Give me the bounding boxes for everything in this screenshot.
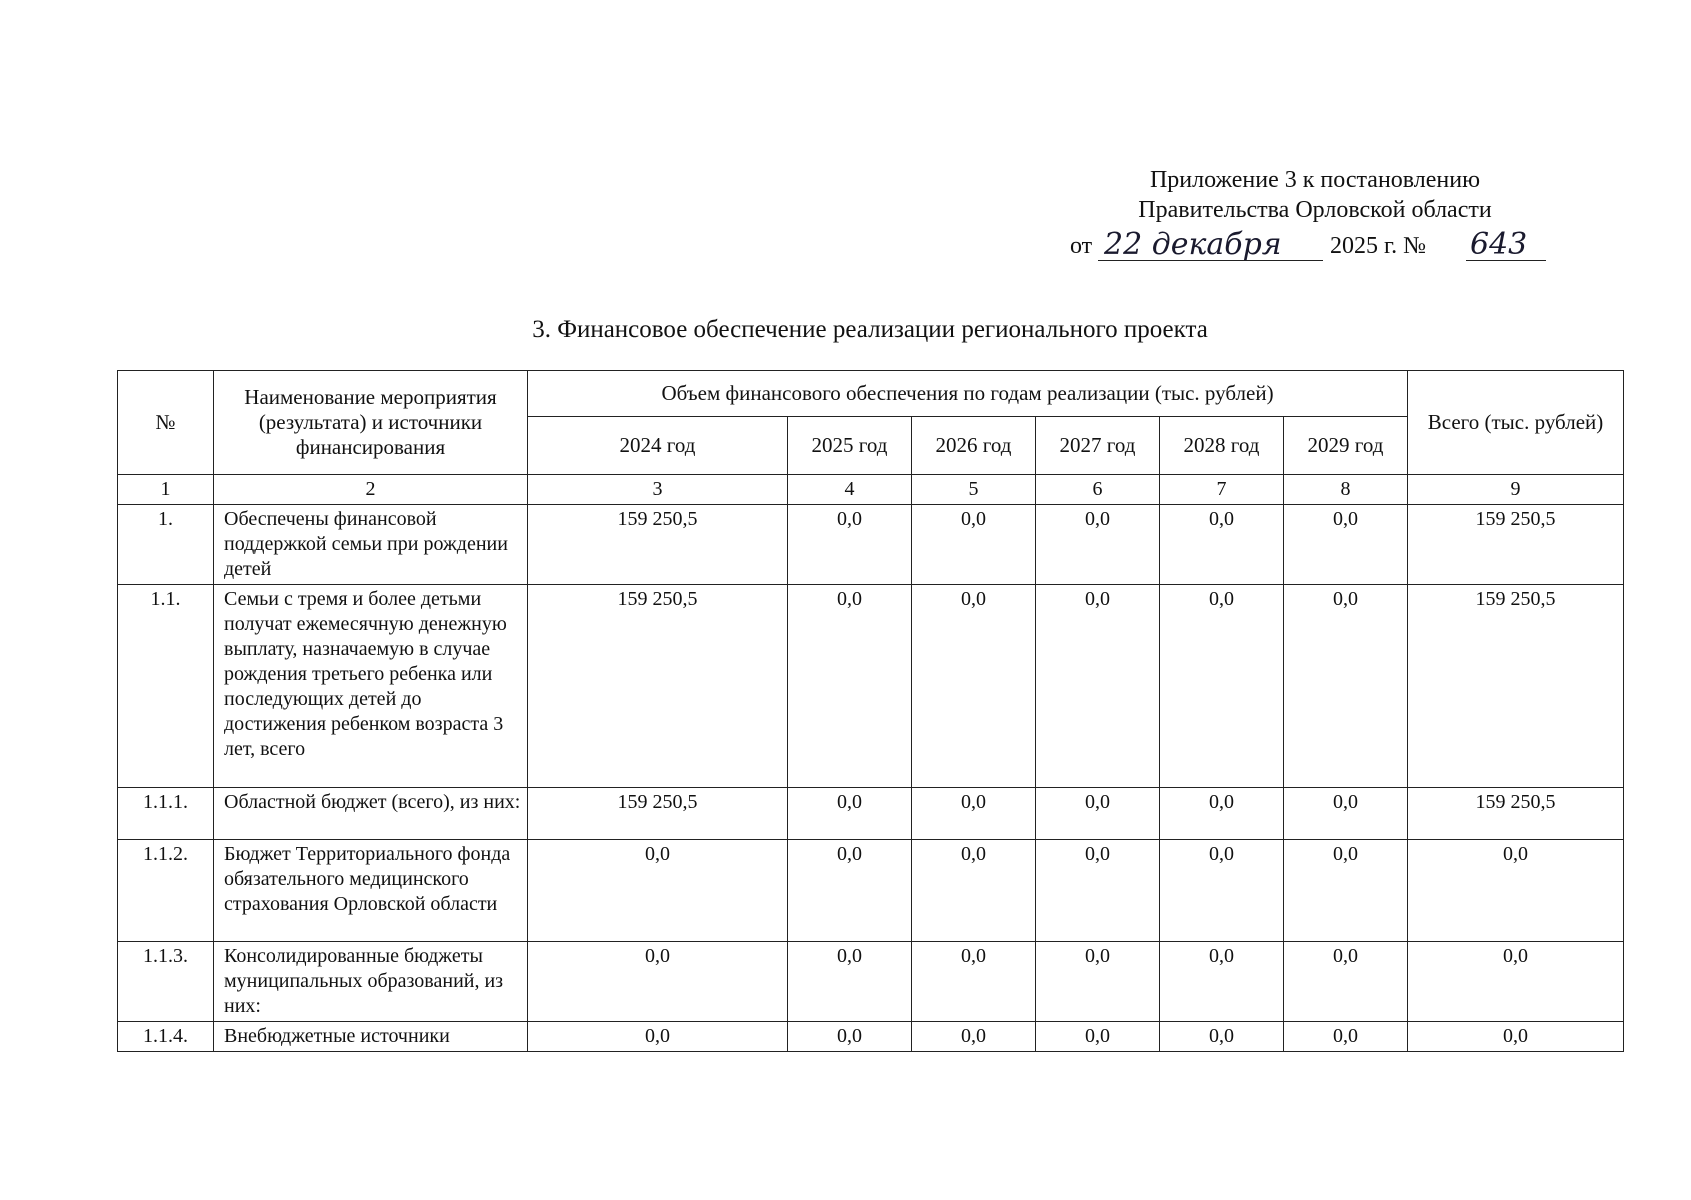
handwritten-number — [1466, 228, 1546, 261]
table-row — [118, 942, 1624, 1022]
table-row — [118, 585, 1624, 788]
value-2026: 0,0 — [912, 585, 1036, 788]
header-name: Наименование мероприятия (результата) и источники финансирования — [214, 371, 528, 475]
value-2029: 0,0 — [1284, 788, 1408, 840]
row-name: Консолидированные бюджеты муниципальных образований, из них: — [214, 942, 528, 1022]
row-number: 1.1.3. — [118, 942, 214, 1022]
value-2026: 0,0 — [912, 505, 1036, 585]
appendix-line-2: Правительства Орловской области — [1138, 197, 1492, 223]
column-index-row — [118, 475, 1624, 505]
value-2024: 159 250,5 — [528, 505, 788, 585]
row-number: 1.1. — [118, 585, 214, 788]
column-index: 9 — [1408, 475, 1624, 505]
header-total: Всего (тыс. рублей) — [1408, 371, 1624, 475]
value-2028: 0,0 — [1160, 788, 1284, 840]
value-total: 0,0 — [1408, 840, 1624, 942]
financing-table — [117, 370, 1624, 1052]
value-2026: 0,0 — [912, 1022, 1036, 1052]
value-total: 0,0 — [1408, 942, 1624, 1022]
row-name: Обеспечены финансовой поддержкой семьи при рождении детей — [214, 505, 528, 585]
value-2024: 0,0 — [528, 942, 788, 1022]
value-total: 159 250,5 — [1408, 788, 1624, 840]
value-2027: 0,0 — [1036, 942, 1160, 1022]
value-2028: 0,0 — [1160, 505, 1284, 585]
value-2029: 0,0 — [1284, 1022, 1408, 1052]
value-2026: 0,0 — [912, 840, 1036, 942]
column-index: 2 — [214, 475, 528, 505]
column-index: 5 — [912, 475, 1036, 505]
header-year-group: Объем финансового обеспечения по годам реализации (тыс. рублей) — [528, 371, 1408, 417]
value-2027: 0,0 — [1036, 505, 1160, 585]
header-year: 2025 год — [788, 417, 912, 475]
table-row — [118, 788, 1624, 840]
column-index: 8 — [1284, 475, 1408, 505]
column-index: 4 — [788, 475, 912, 505]
value-2025: 0,0 — [788, 585, 912, 788]
year-number-label: 2025 г. № — [1330, 233, 1427, 259]
row-name: Бюджет Территориального фонда обязательного медицинского страхования Орловской области — [214, 840, 528, 942]
value-total: 159 250,5 — [1408, 585, 1624, 788]
value-2025: 0,0 — [788, 840, 912, 942]
decree-date-line — [1070, 230, 1550, 270]
value-2027: 0,0 — [1036, 1022, 1160, 1052]
row-number: 1. — [118, 505, 214, 585]
row-name: Областной бюджет (всего), из них: — [214, 788, 528, 840]
value-2025: 0,0 — [788, 942, 912, 1022]
value-2024: 159 250,5 — [528, 788, 788, 840]
appendix-header — [1080, 165, 1550, 225]
value-2029: 0,0 — [1284, 942, 1408, 1022]
value-2025: 0,0 — [788, 505, 912, 585]
value-2024: 0,0 — [528, 840, 788, 942]
header-year: 2024 год — [528, 417, 788, 475]
table-row — [118, 505, 1624, 585]
header-year: 2027 год — [1036, 417, 1160, 475]
column-index: 7 — [1160, 475, 1284, 505]
appendix-line-1: Приложение 3 к постановлению — [1149, 167, 1481, 193]
value-total: 159 250,5 — [1408, 505, 1624, 585]
section-title: 3. Финансовое обеспечение реализации регионального проекта — [532, 316, 1208, 343]
handwritten-date-text: 22 декабря — [1104, 228, 1282, 262]
value-2026: 0,0 — [912, 942, 1036, 1022]
row-number: 1.1.1. — [118, 788, 214, 840]
table-row — [118, 840, 1624, 942]
column-index: 1 — [118, 475, 214, 505]
value-2027: 0,0 — [1036, 585, 1160, 788]
row-name: Семьи с тремя и более детьми получат ежемесячную денежную выплату, назначаемую в случае рождения третьего ребенка или последующих детей до достижения ребенком возраста 3 лет, всего — [214, 585, 528, 788]
value-2029: 0,0 — [1284, 585, 1408, 788]
column-index: 3 — [528, 475, 788, 505]
value-2028: 0,0 — [1160, 1022, 1284, 1052]
value-2027: 0,0 — [1036, 840, 1160, 942]
header-num: № — [118, 371, 214, 475]
value-2026: 0,0 — [912, 788, 1036, 840]
value-2028: 0,0 — [1160, 942, 1284, 1022]
value-2028: 0,0 — [1160, 585, 1284, 788]
column-index: 6 — [1036, 475, 1160, 505]
value-total: 0,0 — [1408, 1022, 1624, 1052]
row-number: 1.1.2. — [118, 840, 214, 942]
value-2024: 0,0 — [528, 1022, 788, 1052]
value-2024: 159 250,5 — [528, 585, 788, 788]
header-year: 2026 год — [912, 417, 1036, 475]
value-2029: 0,0 — [1284, 505, 1408, 585]
value-2025: 0,0 — [788, 788, 912, 840]
row-number: 1.1.4. — [118, 1022, 214, 1052]
value-2027: 0,0 — [1036, 788, 1160, 840]
value-2025: 0,0 — [788, 1022, 912, 1052]
row-name: Внебюджетные источники — [214, 1022, 528, 1052]
header-year: 2029 год — [1284, 417, 1408, 475]
table-row — [118, 1022, 1624, 1052]
handwritten-date — [1098, 228, 1323, 261]
handwritten-number-text: 643 — [1470, 228, 1528, 262]
value-2028: 0,0 — [1160, 840, 1284, 942]
date-prefix: от — [1070, 233, 1093, 259]
value-2029: 0,0 — [1284, 840, 1408, 942]
header-year: 2028 год — [1160, 417, 1284, 475]
